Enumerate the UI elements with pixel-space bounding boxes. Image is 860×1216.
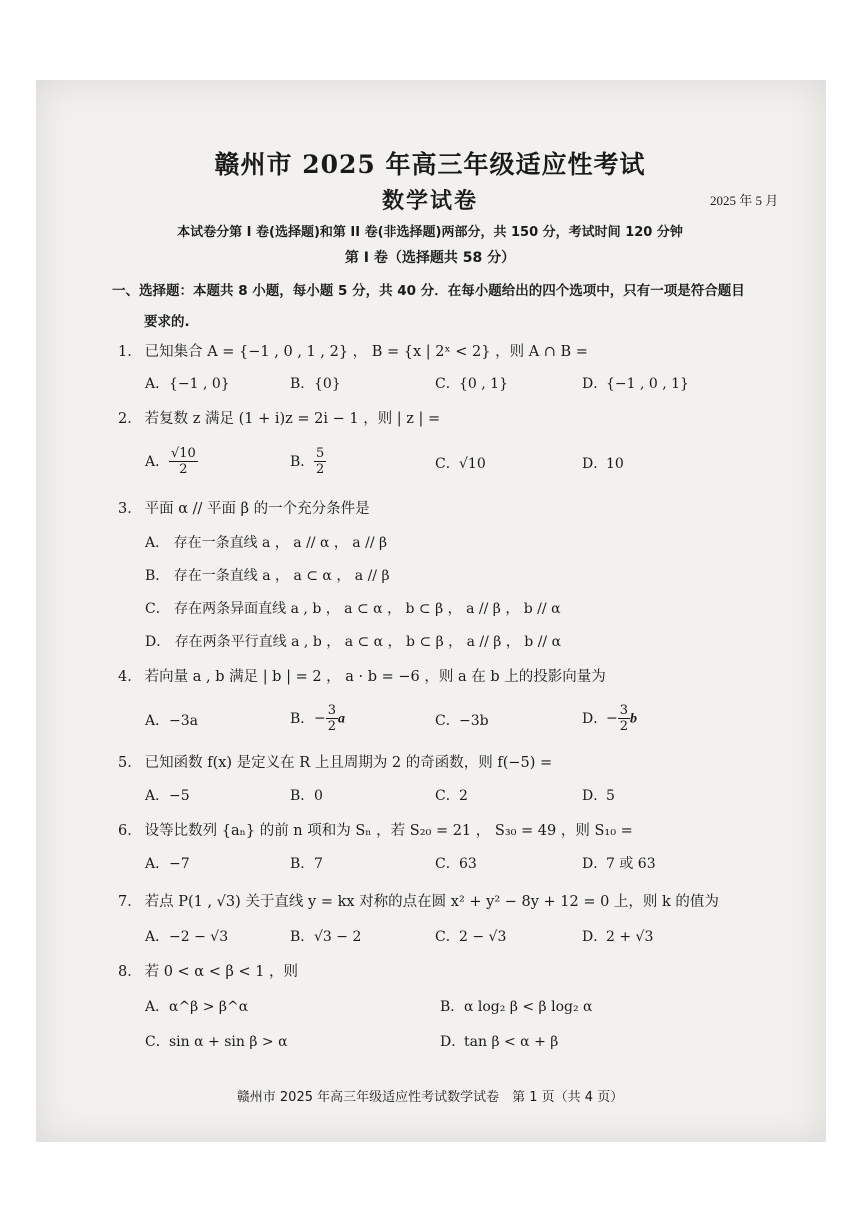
question-number: 5． [118, 755, 142, 771]
option-b[interactable] [290, 785, 323, 805]
option-label: B． [290, 376, 315, 392]
fraction [314, 446, 326, 477]
option-text: 63 [459, 856, 477, 872]
option-text: sin α + sin β > α [169, 1034, 288, 1050]
option-text: −2 − √3 [169, 929, 229, 945]
fraction-denominator: 2 [179, 462, 188, 477]
option-label: A． [145, 999, 170, 1015]
option-c[interactable] [435, 926, 506, 946]
option-text: −3b [459, 713, 489, 729]
option-a[interactable] [145, 926, 228, 946]
option-label: B． [440, 999, 465, 1015]
option-label: C． [145, 601, 170, 617]
option-text: 2 [459, 788, 468, 804]
option-label: A． [145, 788, 170, 804]
option-label: D． [582, 788, 608, 804]
option-d[interactable] [582, 926, 653, 946]
question-stem: 若复数 z 满足 (1 + i)z = 2i − 1 ，则 | z | = [144, 411, 441, 427]
option-text: −5 [169, 788, 190, 804]
option-d[interactable] [440, 1031, 558, 1051]
option-label: A． [145, 535, 170, 551]
option-text: √10 [459, 456, 486, 472]
option-text: 存在两条平行直线 a , b ， a ⊂ α ， b ⊂ β ， a // β ， b // α [174, 634, 562, 650]
minus-sign: − [606, 710, 618, 727]
question-6-options [145, 853, 805, 883]
question-number: 6． [118, 823, 142, 839]
question-stem: 若向量 a , b 满足 | b | = 2 ， a · b = −6 ，则 a 在 b 上的投影向量为 [144, 669, 606, 685]
option-label: A． [145, 376, 170, 392]
option-c[interactable] [435, 373, 508, 393]
question-number: 7． [118, 894, 142, 910]
option-c[interactable] [435, 785, 468, 805]
fraction [618, 703, 630, 734]
option-text: 2 + √3 [606, 929, 654, 945]
section-instruction-line1: 一、选择题：本题共 8 小题，每小题 5 分，共 40 分．在每小题给出的四个选项中，只有一项是符合题目 [112, 283, 745, 299]
option-text: −7 [169, 856, 190, 872]
question-4 [118, 665, 808, 686]
option-text: 存在一条直线 a ， a // α ， a // β [173, 535, 388, 551]
option-label: D． [582, 856, 608, 872]
option-label: B． [290, 710, 315, 727]
option-label: C． [435, 376, 460, 392]
option-text: {0} [314, 376, 341, 392]
option-a[interactable] [145, 446, 198, 477]
question-number: 8． [118, 964, 142, 980]
option-text: −3a [169, 713, 198, 729]
fraction-denominator: 2 [327, 719, 337, 734]
option-label: C． [435, 456, 460, 472]
option-c[interactable] [145, 1031, 288, 1051]
option-label: D． [145, 634, 171, 650]
option-label: B． [290, 929, 315, 945]
option-label: C． [435, 713, 460, 729]
option-label: D． [582, 456, 608, 472]
question-8 [118, 960, 808, 981]
option-label: D． [582, 710, 608, 727]
option-b[interactable] [440, 996, 593, 1016]
option-text: 5 [606, 788, 615, 804]
minus-sign: − [314, 710, 326, 727]
question-number: 4． [118, 669, 142, 685]
question-7-options [145, 926, 805, 956]
question-1-options [145, 373, 805, 403]
question-number: 3． [118, 501, 142, 517]
option-label: B． [290, 856, 315, 872]
page-footer: 赣州市 2025 年高三年级适应性考试数学试卷 第 1 页（共 4 页） [236, 1090, 624, 1105]
exam-date: 2025 年 5 月 [710, 193, 779, 208]
option-text: {−1 , 0 , 1} [606, 376, 689, 392]
vector-symbol: a [338, 711, 346, 727]
option-text: α^β > β^α [169, 999, 249, 1015]
option-a[interactable] [145, 532, 387, 552]
option-d[interactable] [582, 453, 624, 473]
question-4-options [145, 700, 805, 742]
question-8-options-row1 [145, 996, 805, 1026]
option-b[interactable] [290, 373, 341, 393]
option-a[interactable] [145, 853, 190, 873]
question-stem: 已知集合 A = {−1 , 0 , 1 , 2} ， B = {x | 2ˣ < 2} ，则 A ∩ B = [144, 344, 588, 360]
question-number: 1． [118, 344, 142, 360]
option-text: 7 或 63 [606, 856, 656, 872]
section-instruction-line2: 要求的. [144, 314, 190, 330]
option-c[interactable] [145, 598, 561, 618]
option-a[interactable] [145, 996, 248, 1016]
section-heading [112, 276, 792, 338]
fraction-denominator: 2 [619, 719, 629, 734]
option-label: C． [435, 856, 460, 872]
option-label: B． [290, 788, 315, 804]
option-b[interactable] [290, 926, 361, 946]
question-6 [118, 819, 808, 840]
question-stem: 若 0 < α < β < 1 ，则 [144, 964, 299, 980]
question-number: 2． [118, 411, 142, 427]
option-label: D． [440, 1034, 466, 1050]
option-text: {0 , 1} [459, 376, 508, 392]
fraction [326, 703, 338, 734]
page-subtitle: 数学试卷 [381, 188, 478, 214]
question-stem: 平面 α // 平面 β 的一个充分条件是 [144, 501, 370, 517]
question-5-options [145, 785, 805, 815]
question-1 [118, 340, 808, 361]
fraction-numerator: 3 [327, 703, 337, 718]
question-stem: 已知函数 f(x) 是定义在 R 上且周期为 2 的奇函数，则 f(−5) = [144, 755, 553, 771]
question-2 [118, 407, 808, 428]
fraction-numerator: 3 [619, 703, 629, 718]
question-5 [118, 751, 808, 772]
option-label: B． [145, 568, 170, 584]
option-text: tan β < α + β [464, 1034, 559, 1050]
question-7 [118, 890, 808, 911]
option-label: A． [145, 929, 170, 945]
option-text: √3 − 2 [314, 929, 362, 945]
vector-symbol: b [630, 711, 638, 727]
option-c[interactable] [435, 710, 489, 730]
option-text: {−1 , 0} [169, 376, 230, 392]
option-label: C． [435, 929, 460, 945]
option-label: C． [435, 788, 460, 804]
option-d[interactable] [582, 373, 689, 393]
question-2-options [145, 443, 805, 485]
option-d[interactable] [582, 853, 656, 873]
part-heading: 第 I 卷（选择题共 58 分） [344, 250, 516, 266]
option-a[interactable] [145, 373, 230, 393]
option-b[interactable] [145, 565, 390, 585]
fraction-numerator: √10 [171, 446, 196, 461]
option-label: C． [145, 1034, 170, 1050]
option-label: B． [290, 453, 315, 470]
option-text: α log₂ β < β log₂ α [464, 999, 593, 1015]
option-text: 7 [314, 856, 323, 872]
option-text: 存在两条异面直线 a , b ， a ⊂ α ， b ⊂ β ， a // β ， b // α [174, 601, 561, 617]
option-label: D． [582, 376, 608, 392]
option-b[interactable] [290, 853, 323, 873]
option-label: A． [145, 856, 170, 872]
fraction-denominator: 2 [316, 462, 325, 477]
question-stem: 若点 P(1 , √3) 关于直线 y = kx 对称的点在圆 x² + y² − 8y + 12 = 0 上，则 k 的值为 [144, 894, 719, 910]
option-a[interactable] [145, 710, 198, 730]
option-label: A． [145, 453, 170, 470]
question-8-options-row2 [145, 1031, 805, 1061]
option-label: D． [582, 929, 608, 945]
question-stem: 设等比数列 {aₙ} 的前 n 项和为 Sₙ ，若 S₂₀ = 21 ， S₃₀ = 49 ，则 S₁₀ = [144, 823, 633, 839]
option-text: 0 [314, 788, 323, 804]
option-d[interactable] [582, 785, 615, 805]
exam-intro: 本试卷分第 I 卷(选择题)和第 II 卷(非选择题)两部分，共 150 分，考试时间 120 分钟 [177, 225, 683, 240]
option-b[interactable] [290, 446, 326, 477]
option-c[interactable] [435, 453, 486, 473]
option-d[interactable] [582, 703, 637, 734]
page-title: 赣州市 2025 年高三年级适应性考试 [214, 150, 646, 179]
option-text: 存在一条直线 a ， a ⊂ α ， a // β [173, 568, 390, 584]
fraction-numerator: 5 [316, 446, 325, 461]
option-text: 10 [606, 456, 624, 472]
question-3 [118, 497, 808, 518]
option-label: A． [145, 713, 170, 729]
option-d[interactable] [145, 631, 561, 651]
option-a[interactable] [145, 785, 190, 805]
option-text: 2 − √3 [459, 929, 507, 945]
option-b[interactable] [290, 703, 345, 734]
fraction [169, 446, 198, 477]
option-c[interactable] [435, 853, 477, 873]
